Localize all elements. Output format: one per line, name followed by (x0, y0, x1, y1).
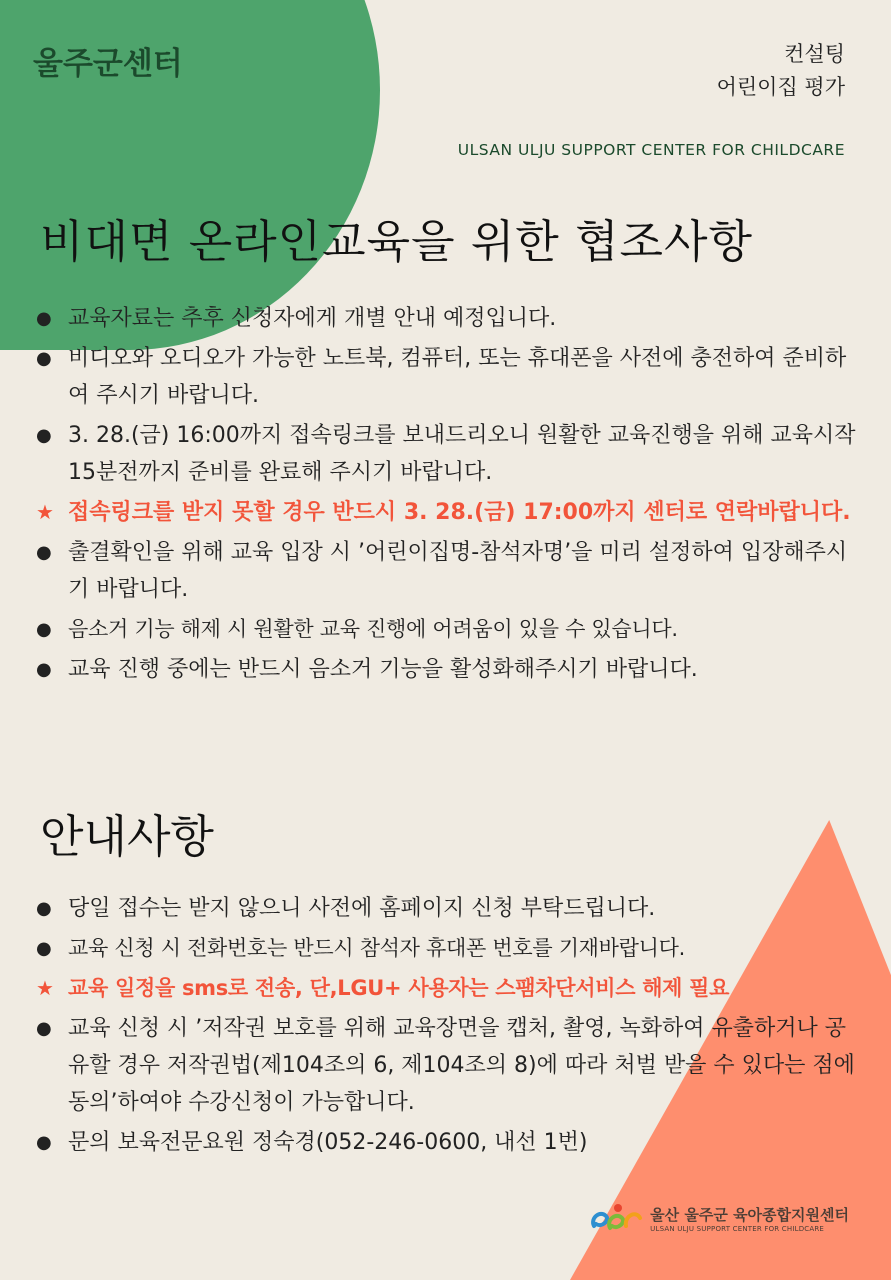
list-item (36, 417, 866, 491)
bullet-icon: ● (36, 659, 52, 680)
bullet-icon: ● (36, 348, 52, 369)
footer-logo (588, 1200, 849, 1236)
list-item (36, 534, 866, 608)
category-line-evaluation: 어린이집 평가 (716, 75, 845, 99)
star-icon: ★ (36, 500, 54, 524)
list-item-text: 접속링크를 받지 못할 경우 반드시 3. 28.(금) 17:00까지 센터로 연락바랍니다. (68, 500, 851, 525)
bullet-icon: ● (36, 1018, 52, 1039)
guide-section-title: 안내사항 (40, 810, 214, 863)
bullet-icon: ● (36, 308, 52, 329)
list-item-text: 교육 신청 시 ’저작권 보호를 위해 교육장면을 캡처, 촬영, 녹화하여 유출하거나 공유할 경우 저작권법(제104조의 6, 제104조의 8)에 따라 처벌 받을 수 있다는 점에 동의’하여야 수강신청이 가능합니다. (68, 1016, 855, 1115)
star-icon: ★ (36, 976, 54, 1000)
highlight-list-item (36, 494, 866, 531)
list-item-text: 비디오와 오디오가 가능한 노트북, 컴퓨터, 또는 휴대폰을 사전에 충전하여 준비하여 주시기 바랍니다. (68, 346, 847, 408)
list-item-text: 당일 접수는 받지 않으니 사전에 홈페이지 신청 부탁드립니다. (68, 896, 656, 921)
list-item-text: 출결확인을 위해 교육 입장 시 ’어린이집명-참석자명’을 미리 설정하여 입장해주시기 바랍니다. (68, 540, 848, 602)
list-item-text: 3. 28.(금) 16:00까지 접속링크를 보내드리오니 원활한 교육진행을 위해 교육시작 15분전까지 준비를 완료해 주시기 바랍니다. (68, 423, 856, 485)
list-item (36, 930, 866, 967)
center-name: 울주군센터 (33, 46, 183, 82)
guide-notes-list (36, 890, 866, 1164)
list-item (36, 340, 866, 414)
bullet-icon: ● (36, 1132, 52, 1153)
list-item-text: 교육 일정을 sms로 전송, 단,LGU+ 사용자는 스팸차단서비스 해제 필요 (68, 976, 730, 1000)
main-title: 비대면 온라인교육을 위한 협조사항 (40, 215, 753, 268)
bullet-icon: ● (36, 425, 52, 446)
logo-name-english: ULSAN ULJU SUPPORT CENTER FOR CHILDCARE (650, 1224, 825, 1233)
bullet-icon: ● (36, 542, 52, 563)
list-item (36, 651, 866, 688)
cooperation-notes-list (36, 300, 866, 691)
list-item-text: 문의 보육전문요원 정숙경(052-246-0600, 내선 1번) (68, 1130, 588, 1155)
center-logo-icon (588, 1200, 644, 1236)
list-item (36, 611, 866, 648)
bullet-icon: ● (36, 938, 52, 959)
bullet-icon: ● (36, 898, 52, 919)
list-item (36, 1124, 866, 1161)
list-item-text: 교육 신청 시 전화번호는 반드시 참석자 휴대폰 번호를 기재바랍니다. (68, 936, 685, 960)
logo-name-korean: 울산 울주군 육아종합지원센터 (650, 1205, 849, 1224)
english-subtitle: ULSAN ULJU SUPPORT CENTER FOR CHILDCARE (457, 141, 845, 159)
list-item (36, 1010, 866, 1121)
highlight-list-item (36, 970, 866, 1007)
list-item-text: 음소거 기능 해제 시 원활한 교육 진행에 어려움이 있을 수 있습니다. (68, 617, 678, 641)
list-item (36, 300, 866, 337)
list-item (36, 890, 866, 927)
bullet-icon: ● (36, 619, 52, 640)
list-item-text: 교육 진행 중에는 반드시 음소거 기능을 활성화해주시기 바랍니다. (68, 657, 698, 682)
category-label (717, 38, 845, 104)
category-line-consulting: 컨설팅 (784, 42, 845, 66)
list-item-text: 교육자료는 추후 신청자에게 개별 안내 예정입니다. (68, 306, 557, 331)
